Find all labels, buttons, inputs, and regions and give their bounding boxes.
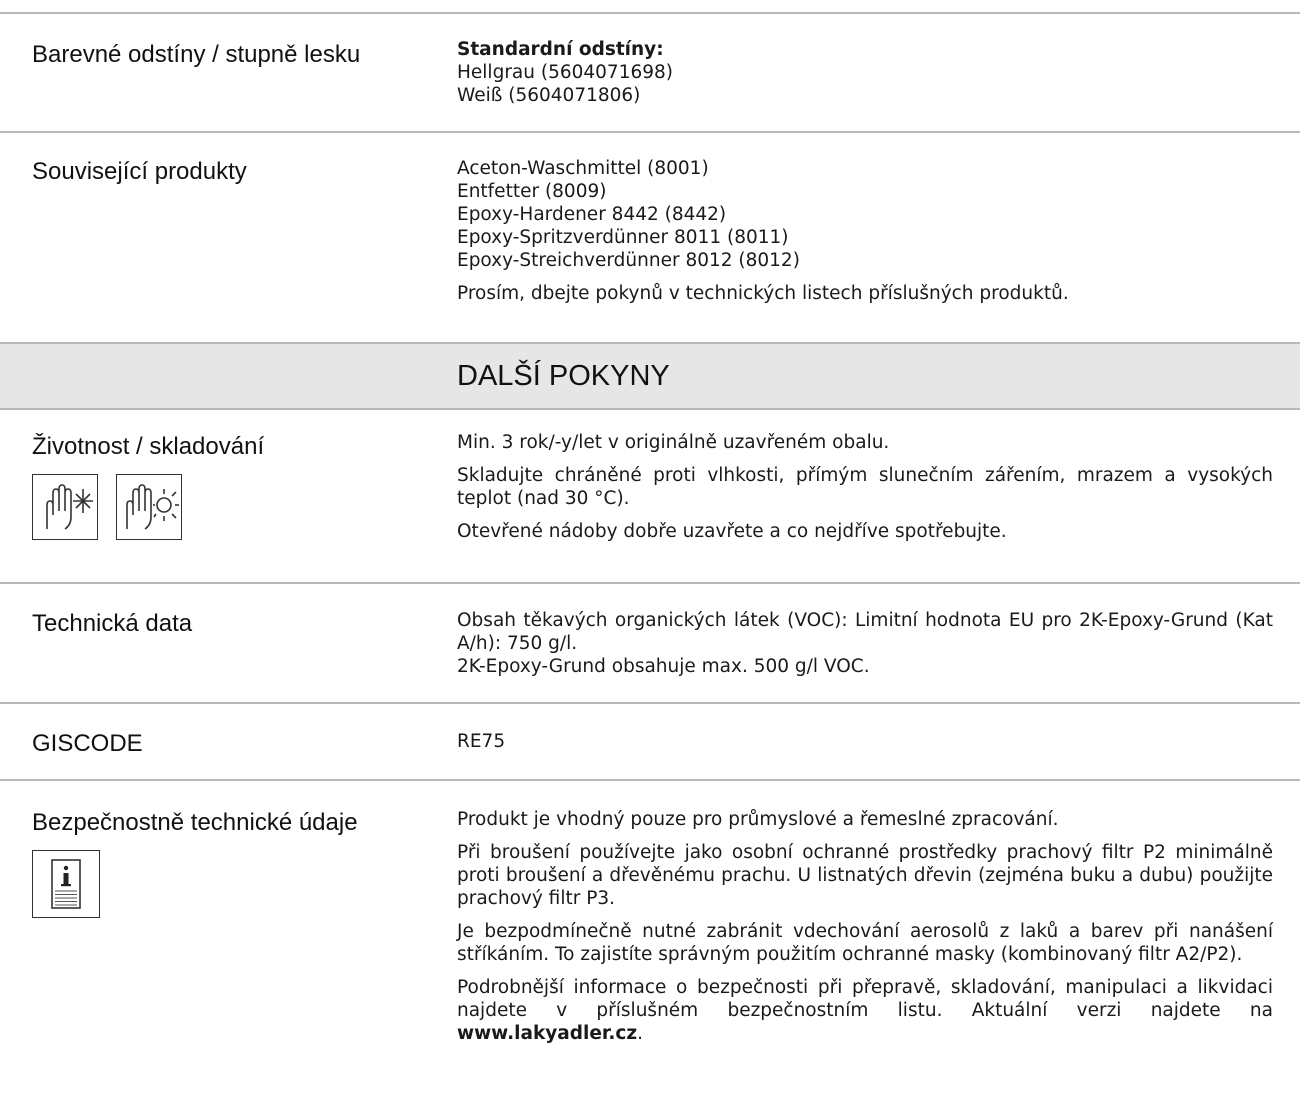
safety-text-end: . [637,1023,644,1044]
divider [0,408,1300,410]
safety-text: Je bezpodmínečně nutné zabránit vdechování aerosolů z laků a barev při nanášení stříkáním. To zajistíte správným použitím ochranné masky (kombinovaný filtr A2/P2). [457,921,1273,965]
related-item: Aceton-Waschmittel (8001) [457,158,709,179]
info-document-icon [32,850,100,918]
technical-text: 2K-Epoxy-Grund obsahuje max. 500 g/l VOC. [457,656,870,677]
storage-content [457,431,1273,543]
hand-frost-icon [32,474,98,540]
technical-content [457,609,1273,678]
giscode-value: RE75 [457,731,506,752]
related-content [457,157,1273,305]
technical-text: Obsah těkavých organických látek (VOC): Limitní hodnota EU pro 2K-Epoxy-Grund (Kat A/h): 750 g/l. [457,610,1273,654]
safety-label: Bezpečnostně technické údaje [32,809,358,836]
safety-text-body: Podrobnější informace o bezpečnosti při přepravě, skladování, manipulaci a likvidaci najdete v příslušném bezpečnostním listu. Aktuální verzi najdete na [457,977,1273,1021]
website-link[interactable]: www.lakyadler.cz [457,1023,638,1044]
safety-text [457,976,1273,1045]
related-note: Prosím, dbejte pokynů v technických listech příslušných produktů. [457,283,1069,304]
related-item: Epoxy-Spritzverdünner 8011 (8011) [457,227,789,248]
colors-content [457,38,1273,107]
section-title: DALŠÍ POKYNY [457,360,670,392]
related-label: Související produkty [32,158,247,185]
storage-label: Životnost / skladování [32,433,265,460]
divider [0,582,1300,584]
safety-text: Při broušení používejte jako osobní ochranné prostředky prachový filtr P2 minimálně proti broušení a dřevěnému prachu. U listnatých dřevin (zejména buku a dubu) použijte prachový filtr P3. [457,842,1273,909]
section-band [0,344,1300,408]
related-item: Epoxy-Hardener 8442 (8442) [457,204,727,225]
safety-text: Produkt je vhodný pouze pro průmyslové a řemeslné zpracování. [457,809,1059,830]
technical-label: Technická data [32,610,193,637]
color-item: Hellgrau (5604071698) [457,62,674,83]
storage-text: Skladujte chráněné proti vlhkosti, přímým slunečním zářením, mrazem a vysokých teplot (nad 30 °C). [457,465,1273,509]
color-item: Weiß (5604071806) [457,85,641,106]
storage-text: Otevřené nádoby dobře uzavřete a co nejdříve spotřebujte. [457,521,1007,542]
divider [0,12,1300,14]
related-item: Epoxy-Streichverdünner 8012 (8012) [457,250,800,271]
safety-content [457,808,1273,1045]
divider [0,779,1300,781]
colors-label: Barevné odstíny / stupně lesku [32,41,361,68]
giscode-label: GISCODE [32,730,143,757]
colors-heading: Standardní odstíny: [457,39,664,60]
hand-sun-icon [116,474,182,540]
divider [0,702,1300,704]
related-item: Entfetter (8009) [457,181,607,202]
divider [0,131,1300,133]
storage-text: Min. 3 rok/-y/let v originálně uzavřeném obalu. [457,432,890,453]
